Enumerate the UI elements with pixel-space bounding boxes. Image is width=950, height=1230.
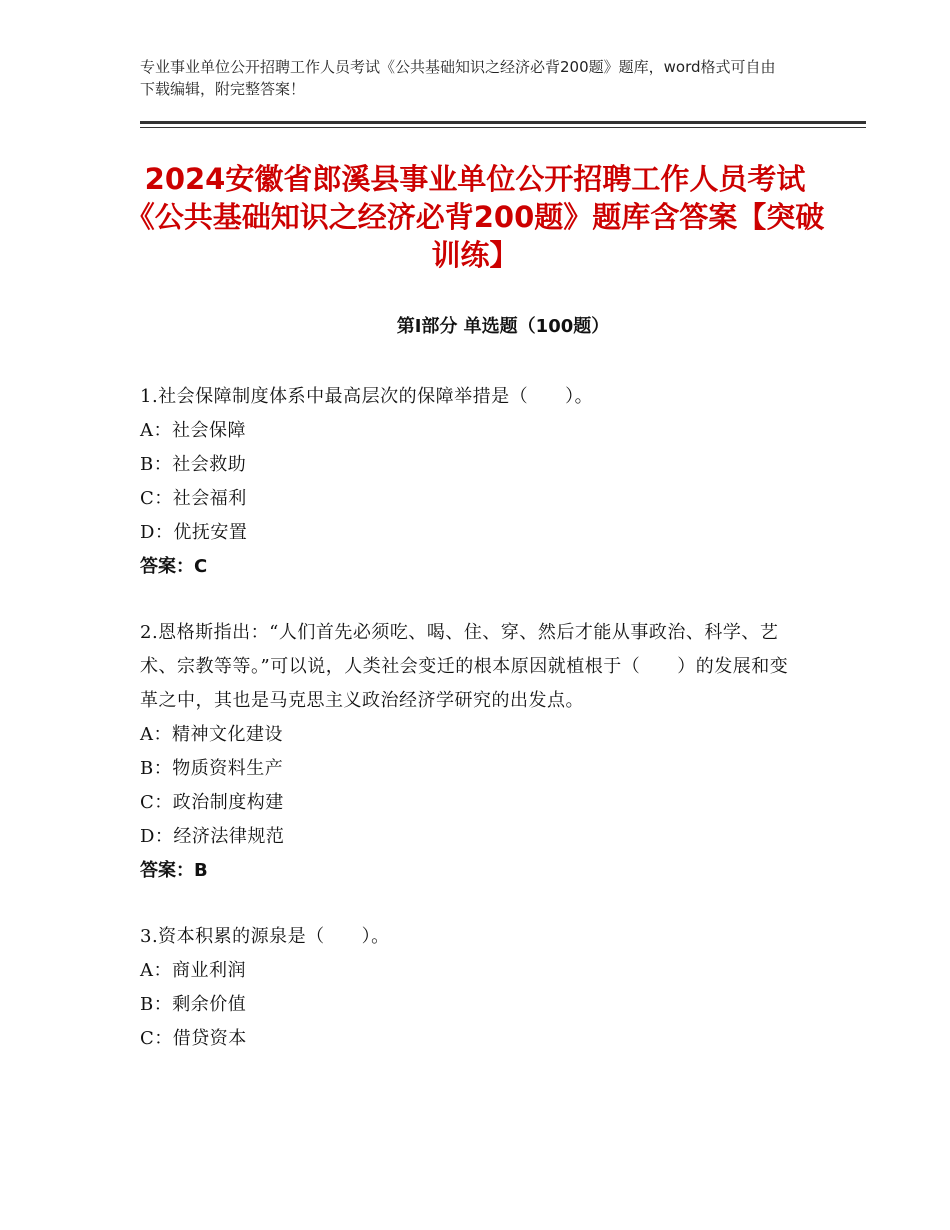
question-stem: 3.资本积累的源泉是（ ）。 [140, 926, 390, 947]
section-heading: 第I部分 单选题（100题） [396, 316, 610, 337]
question-stem: 2.恩格斯指出：“人们首先必须吃、喝、住、穿、然后才能从事政治、科学、艺术、宗教等等。”可以说，人类社会变迁的根本原因就植根于（ ）的发展和变革之中，其也是马克思主义政治经济学研究的出发点。 [140, 622, 789, 711]
document-title: 2024安徽省郎溪县事业单位公开招聘工作人员考试《公共基础知识之经济必背200题》题库含答案【突破训练】 [125, 162, 825, 272]
option-c: C：社会福利 [140, 488, 247, 509]
option-c: C：政治制度构建 [140, 792, 284, 813]
header-note: 专业事业单位公开招聘工作人员考试《公共基础知识之经济必背200题》题库，word格式可自由下载编辑，附完整答案！ [140, 58, 776, 98]
question-3 [140, 920, 800, 1056]
question-stem: 1.社会保障制度体系中最高层次的保障举措是（ ）。 [140, 386, 594, 407]
option-a: A：精神文化建设 [140, 724, 283, 745]
question-1 [140, 380, 800, 584]
option-d: D：经济法律规范 [140, 826, 285, 847]
option-d: D：优抚安置 [140, 522, 248, 543]
header-rule-thin [140, 127, 866, 128]
option-a: A：商业利润 [140, 960, 246, 981]
option-b: B：社会救助 [140, 454, 247, 475]
answer-label: 答案：C [140, 556, 208, 577]
answer-label: 答案：B [140, 860, 208, 881]
option-b: B：物质资料生产 [140, 758, 284, 779]
question-list [140, 380, 800, 1088]
question-2 [140, 616, 800, 888]
option-c: C：借贷资本 [140, 1028, 247, 1049]
option-a: A：社会保障 [140, 420, 246, 441]
header-rule-thick [140, 121, 866, 124]
option-b: B：剩余价值 [140, 994, 247, 1015]
